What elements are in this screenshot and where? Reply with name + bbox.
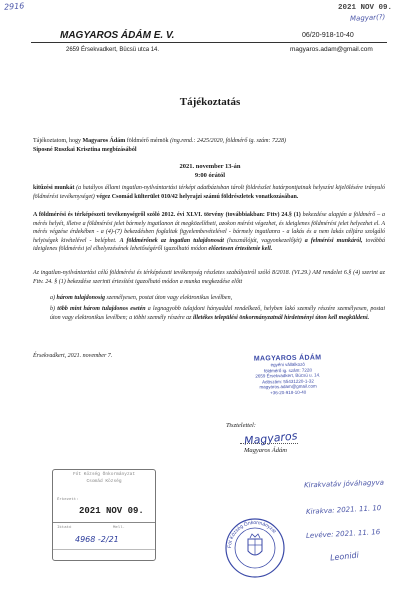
received-label: Érkezett: (57, 498, 79, 502)
stamp-line-1: egyéni vállalkozó (270, 361, 305, 368)
law-prior-notice: előzetesen értesítenie kell. (208, 246, 273, 252)
handwritten-file-number: 4968 -2/21 (75, 535, 119, 544)
phone-number: 06/20-918-10-40 (302, 32, 354, 39)
signature-line (240, 443, 298, 444)
company-address: 2659 Érsekvadkert, Bücsü utca 14. (66, 47, 160, 53)
received-date-stamp: 2021 NOV 09. (338, 4, 393, 12)
header-divider (31, 42, 387, 43)
law-text-3: továbbá ideiglenes földmérési jel elhelyezésének lehetőségéről igazolható módon (33, 237, 385, 252)
received-stamp-divider (53, 522, 155, 523)
rule-text: Az ingatlan-nyilvántartási célú földmérési és térképészeti tevékenység részletes szabályairól szóló 8/2018. (VI.29.) AM rendelet 6.§ (4) szerint az Fttv. 24. § (1) bekezdése szerinti értesítést igazolható módon a munka megkezdése előtt (33, 270, 385, 285)
handwritten-corner-note: Magyar(?) (349, 13, 386, 23)
email-address: magyaros.adam@gmail.com (290, 46, 373, 53)
received-stamp-divider-2 (53, 549, 155, 550)
list-a-bold: három tulajdonosig (56, 295, 106, 301)
list-item-b (50, 305, 385, 322)
work-paragraph (33, 184, 385, 201)
stamp-line-3: 2659 Érsekvadkert, Bücsü u. 14. (255, 372, 321, 379)
received-stamp-header: Fót Község Önkormányzat (72, 472, 136, 477)
received-stamp-sub: Csomád Község (86, 479, 122, 484)
signature-label: Tisztelettel: (226, 422, 256, 429)
stamp-line-4: Adószám: 55431220-1-32 (262, 378, 314, 384)
handwritten-note-1: Kirakvatáv jóváhagyva (303, 478, 385, 490)
law-title: A földmérési és térképészeti tevékenységről szóló 2012. évi XLVI. törvény (továbbiakban: Fttv) 24.§ (1) (33, 212, 301, 218)
signature-scribble: Magyaros (243, 429, 298, 448)
list-item-a (50, 294, 385, 303)
received-stamp-date: 2021 NOV 09. (79, 506, 144, 516)
survey-time: 9:00 órától (194, 172, 226, 179)
company-stamp (240, 354, 337, 408)
law-text-2: (használóját, vagyonkezelőjét) (223, 237, 305, 244)
stamp-line-5: magyaros.adam@gmail.com (259, 383, 317, 390)
survey-date: 2021. november 13-án (179, 163, 241, 170)
list-b-bold-end: illetékes települési önkormányzatnál hirdetményi úton kell megküldeni. (193, 314, 370, 321)
handwritten-corner-number: 2916 (3, 1, 25, 12)
signer-name: Magyaros Ádám (244, 447, 287, 454)
list-b-bold: több mint három tulajdonos esetén (57, 306, 146, 312)
surveyor-name: Magyaros Ádám (82, 138, 126, 144)
received-stamp (52, 469, 156, 561)
law-owner-duty: A földmérőnek az ingatlan tulajdonosát (119, 237, 224, 244)
received-stamp-label-b: Mell. (113, 526, 126, 530)
intro-paragraph (33, 137, 385, 154)
handwritten-note-2: Kirakva: 2021. 11. 10 (305, 504, 382, 516)
municipal-seal (224, 517, 286, 579)
rule-paragraph (33, 269, 385, 286)
client-line: Siposné Ruszkai Krisztina megbízásából (33, 146, 137, 153)
stamp-line-6: +36-20-918-10-40 (270, 389, 307, 395)
work-type: kitűzési munkát (33, 185, 75, 191)
law-text: bekezdése alapján a földmérő – a mérés helyét, illetve a földmérési jelet bármely ingatlanon át megközelítheti, azokon mérést végezhet, és ideiglenes földmérési jelet helyezhet el. A mérés végzése érdekében - a (4)-(7) bekezdésben foglaltak figyelembevételével - bármely ingatlanra - a lakás és a nem lakás céljára szolgáló helyiségek kivételével - beléphet. (33, 212, 385, 244)
work-description: (a hatályos állami ingatlan-nyilvántartási térképi adatbázisban tárolt földrészlet határpontjainak helyszíni kijelölésére irányuló földmérési tevékenységet) (33, 185, 385, 200)
law-paragraph (33, 211, 385, 254)
list-a-marker: a) (50, 295, 57, 301)
handwritten-signature-note: Leonidi (329, 550, 360, 563)
intro-text-2: földmérő mérnök (125, 138, 171, 144)
document-title: Tájékoztatás (179, 96, 241, 108)
crown-icon (250, 534, 260, 538)
place-date: Érsekvadkert, 2021. november 7. (33, 353, 113, 359)
company-name: MAGYAROS ÁDÁM E. V. (60, 30, 175, 41)
list-b-marker: b) (50, 306, 58, 312)
law-work-notice: a felmérési munkáról, (304, 237, 363, 244)
registration-numbers: (ing.rend.: 2425/2020, földmérő ig. szám: 7228) (170, 138, 286, 144)
received-stamp-label-a: Iktató (57, 526, 72, 530)
intro-text: Tájékoztatom, hogy (33, 138, 83, 144)
handwritten-note-3: Levéve: 2021. 11. 16 (305, 528, 381, 540)
work-location: végez Csomád külterület 010/42 helyrajzi számú földrészletek vonatkozásában. (96, 193, 299, 200)
stamp-company-name: MAGYAROS ÁDÁM (253, 354, 322, 363)
list-b-text: a legnagyobb tulajdoni hányaddal rendelkező, helyben lakó személy részére személyesen, postai úton vagy elektronikus levélben; a többi személy részére az (50, 306, 386, 321)
stamp-line-2: földmérő ig. szám: 7228 (263, 367, 312, 373)
list-a-text: személyesen, postai úton vagy elektronikus levélben, (105, 295, 233, 301)
seal-text: Fót Község Önkormányzat (226, 519, 278, 549)
